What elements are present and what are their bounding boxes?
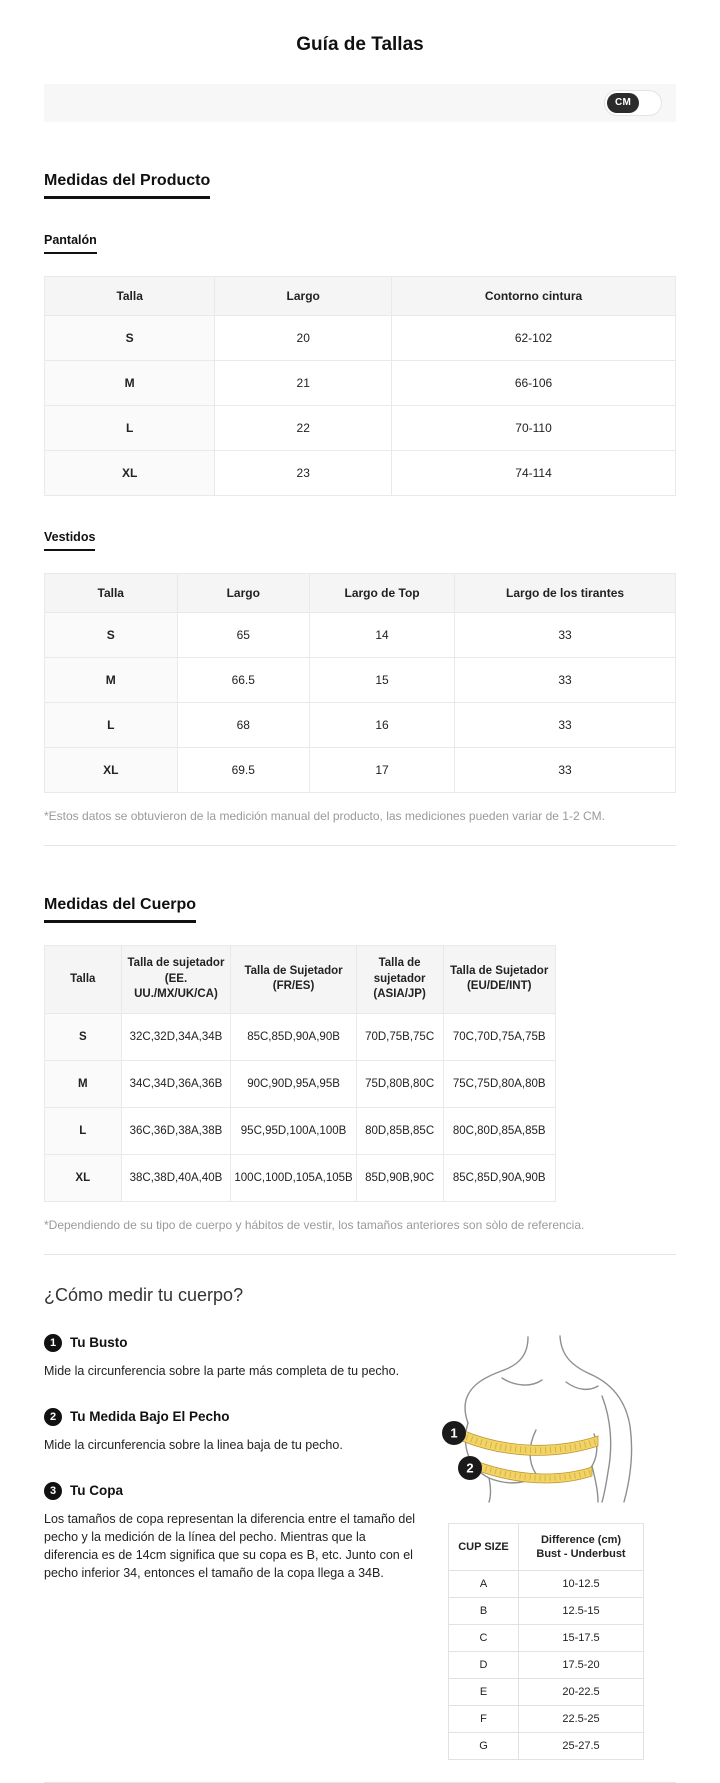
column-header: Largo de los tirantes bbox=[455, 574, 676, 613]
table-row bbox=[449, 1652, 644, 1679]
unit-toggle-selected[interactable]: CM bbox=[607, 93, 639, 113]
table-row bbox=[45, 451, 676, 496]
table-cell: 32C,32D,34A,34B bbox=[121, 1013, 231, 1060]
unit-bar bbox=[44, 84, 676, 122]
table-cell: 21 bbox=[215, 361, 392, 406]
table-cell: 70D,75B,75C bbox=[356, 1013, 443, 1060]
size-label: XL bbox=[45, 748, 178, 793]
cup-label: A bbox=[449, 1571, 519, 1598]
table-cell: 95C,95D,100A,100B bbox=[231, 1107, 356, 1154]
cup-label: F bbox=[449, 1706, 519, 1733]
step-number-badge: 1 bbox=[44, 1334, 62, 1352]
howto-steps bbox=[44, 1334, 419, 1761]
table-row bbox=[45, 658, 676, 703]
table-row bbox=[449, 1706, 644, 1733]
table-cell: 14 bbox=[310, 613, 455, 658]
table-cell: 22.5-25 bbox=[519, 1706, 644, 1733]
pantalon-table bbox=[44, 276, 676, 496]
table-cell: 70C,70D,75A,75B bbox=[443, 1013, 555, 1060]
table-cell: 69.5 bbox=[177, 748, 310, 793]
table-row bbox=[45, 316, 676, 361]
measuring-tape-bust bbox=[462, 1430, 598, 1455]
table-cell: 25-27.5 bbox=[519, 1733, 644, 1760]
table-row bbox=[45, 1107, 556, 1154]
table-row bbox=[449, 1598, 644, 1625]
divider bbox=[44, 1254, 676, 1255]
subsection-title-pantalon: Pantalón bbox=[44, 233, 97, 254]
table-row bbox=[45, 406, 676, 451]
howto-title: ¿Cómo medir tu cuerpo? bbox=[44, 1284, 244, 1305]
size-label: L bbox=[45, 1107, 122, 1154]
size-label: S bbox=[45, 613, 178, 658]
svg-text:2: 2 bbox=[466, 1460, 474, 1476]
table-cell: 85C,85D,90A,90B bbox=[443, 1154, 555, 1201]
table-cell: 70-110 bbox=[392, 406, 676, 451]
table-cell: 22 bbox=[215, 406, 392, 451]
table-cell: 75D,80B,80C bbox=[356, 1060, 443, 1107]
table-cell: 80D,85B,85C bbox=[356, 1107, 443, 1154]
step-title: Tu Copa bbox=[70, 1483, 123, 1499]
step-title: Tu Medida Bajo El Pecho bbox=[70, 1409, 230, 1425]
table-row bbox=[449, 1625, 644, 1652]
column-header: Talla de Sujetador (FR/ES) bbox=[231, 946, 356, 1014]
size-label: L bbox=[45, 703, 178, 748]
table-row bbox=[45, 748, 676, 793]
table-cell: 62-102 bbox=[392, 316, 676, 361]
table-cell: 20 bbox=[215, 316, 392, 361]
table-cell: 33 bbox=[455, 748, 676, 793]
step-cup bbox=[44, 1482, 419, 1583]
body-footnote: *Dependiendo de su tipo de cuerpo y hábitos de vestir, los tamaños anteriores son sòlo de referencia. bbox=[44, 1217, 585, 1232]
page-title: Guía de Tallas bbox=[296, 34, 424, 55]
table-cell: 15 bbox=[310, 658, 455, 703]
column-header bbox=[519, 1523, 644, 1571]
size-label: S bbox=[45, 1013, 122, 1060]
section-title-product: Medidas del Producto bbox=[44, 172, 210, 199]
table-cell: 17 bbox=[310, 748, 455, 793]
size-label: XL bbox=[45, 451, 215, 496]
table-row bbox=[45, 361, 676, 406]
table-cell: 75C,75D,80A,80B bbox=[443, 1060, 555, 1107]
column-header: Contorno cintura bbox=[392, 277, 676, 316]
section-title-body: Medidas del Cuerpo bbox=[44, 896, 196, 923]
table-cell: 33 bbox=[455, 613, 676, 658]
table-cell: 66.5 bbox=[177, 658, 310, 703]
table-row bbox=[45, 1060, 556, 1107]
svg-text:1: 1 bbox=[450, 1425, 458, 1441]
column-header-line: Difference (cm) bbox=[540, 1533, 622, 1546]
size-guide-page bbox=[0, 34, 720, 1783]
step-underbust bbox=[44, 1408, 419, 1454]
table-cell: 17.5-20 bbox=[519, 1652, 644, 1679]
column-header: Talla bbox=[45, 574, 178, 613]
column-header: Talla bbox=[45, 946, 122, 1014]
table-row bbox=[449, 1571, 644, 1598]
table-cell: 15-17.5 bbox=[519, 1625, 644, 1652]
table-row bbox=[45, 1013, 556, 1060]
cup-label: B bbox=[449, 1598, 519, 1625]
figure-badge-2 bbox=[458, 1456, 482, 1480]
unit-toggle[interactable] bbox=[604, 90, 662, 116]
step-title: Tu Busto bbox=[70, 1335, 128, 1351]
table-cell: 65 bbox=[177, 613, 310, 658]
table-header-row bbox=[449, 1523, 644, 1571]
table-cell: 80C,80D,85A,85B bbox=[443, 1107, 555, 1154]
vestidos-table bbox=[44, 573, 676, 793]
table-cell: 34C,34D,36A,36B bbox=[121, 1060, 231, 1107]
size-label: M bbox=[45, 1060, 122, 1107]
cup-label: D bbox=[449, 1652, 519, 1679]
column-header: Largo bbox=[215, 277, 392, 316]
table-cell: 74-114 bbox=[392, 451, 676, 496]
size-label: XL bbox=[45, 1154, 122, 1201]
size-label: M bbox=[45, 658, 178, 703]
column-header: Talla bbox=[45, 277, 215, 316]
body-measurement-illustration bbox=[432, 1334, 672, 1504]
step-number-badge: 3 bbox=[44, 1482, 62, 1500]
column-header: Talla de sujetador (EE. UU./MX/UK/CA) bbox=[121, 946, 231, 1014]
table-cell: 85C,85D,90A,90B bbox=[231, 1013, 356, 1060]
column-header: Largo bbox=[177, 574, 310, 613]
table-cell: 100C,100D,105A,105B bbox=[231, 1154, 356, 1201]
step-description: Los tamaños de copa representan la diferencia entre el tamaño del pecho y la medición de la línea del pecho. Mientras que la diferencia es de 14cm significa que su copa es B, etc. Junto con el pecho inferior 34, entonces el tamaño de la copa llega a 34B. bbox=[44, 1511, 416, 1581]
cup-label: G bbox=[449, 1733, 519, 1760]
table-cell: 66-106 bbox=[392, 361, 676, 406]
table-row bbox=[45, 1154, 556, 1201]
step-description: Mide la circunferencia sobre la parte más completa de tu pecho. bbox=[44, 1363, 400, 1378]
size-label: M bbox=[45, 361, 215, 406]
body-measures-table bbox=[44, 945, 556, 1202]
table-row bbox=[45, 703, 676, 748]
column-header: Talla de sujetador (ASIA/JP) bbox=[356, 946, 443, 1014]
column-header: Talla de Sujetador (EU/DE/INT) bbox=[443, 946, 555, 1014]
table-cell: 16 bbox=[310, 703, 455, 748]
step-number-badge: 2 bbox=[44, 1408, 62, 1426]
figure-badge-1 bbox=[442, 1421, 466, 1445]
table-cell: 85D,90B,90C bbox=[356, 1154, 443, 1201]
table-cell: 33 bbox=[455, 658, 676, 703]
howto-figure-column bbox=[426, 1334, 676, 1761]
cup-label: E bbox=[449, 1679, 519, 1706]
table-row bbox=[449, 1679, 644, 1706]
table-row bbox=[449, 1733, 644, 1760]
column-header: Largo de Top bbox=[310, 574, 455, 613]
step-bust bbox=[44, 1334, 419, 1380]
cup-label: C bbox=[449, 1625, 519, 1652]
table-cell: 33 bbox=[455, 703, 676, 748]
table-cell: 36C,36D,38A,38B bbox=[121, 1107, 231, 1154]
cup-size-table bbox=[448, 1523, 644, 1761]
table-cell: 90C,90D,95A,95B bbox=[231, 1060, 356, 1107]
table-cell: 20-22.5 bbox=[519, 1679, 644, 1706]
table-header-row bbox=[45, 574, 676, 613]
size-label: S bbox=[45, 316, 215, 361]
column-header: CUP SIZE bbox=[449, 1523, 519, 1571]
step-description: Mide la circunferencia sobre la linea baja de tu pecho. bbox=[44, 1437, 343, 1452]
product-footnote: *Estos datos se obtuvieron de la medición manual del producto, las mediciones pueden variar de 1-2 CM. bbox=[44, 809, 605, 823]
table-row bbox=[45, 613, 676, 658]
column-header-line: Bust - Underbust bbox=[536, 1547, 626, 1560]
table-header-row bbox=[45, 277, 676, 316]
table-cell: 68 bbox=[177, 703, 310, 748]
howto-section bbox=[44, 1334, 676, 1761]
table-cell: 38C,38D,40A,40B bbox=[121, 1154, 231, 1201]
table-cell: 23 bbox=[215, 451, 392, 496]
table-cell: 10-12.5 bbox=[519, 1571, 644, 1598]
table-cell: 12.5-15 bbox=[519, 1598, 644, 1625]
size-label: L bbox=[45, 406, 215, 451]
subsection-title-vestidos: Vestidos bbox=[44, 530, 95, 551]
table-header-row bbox=[45, 946, 556, 1014]
